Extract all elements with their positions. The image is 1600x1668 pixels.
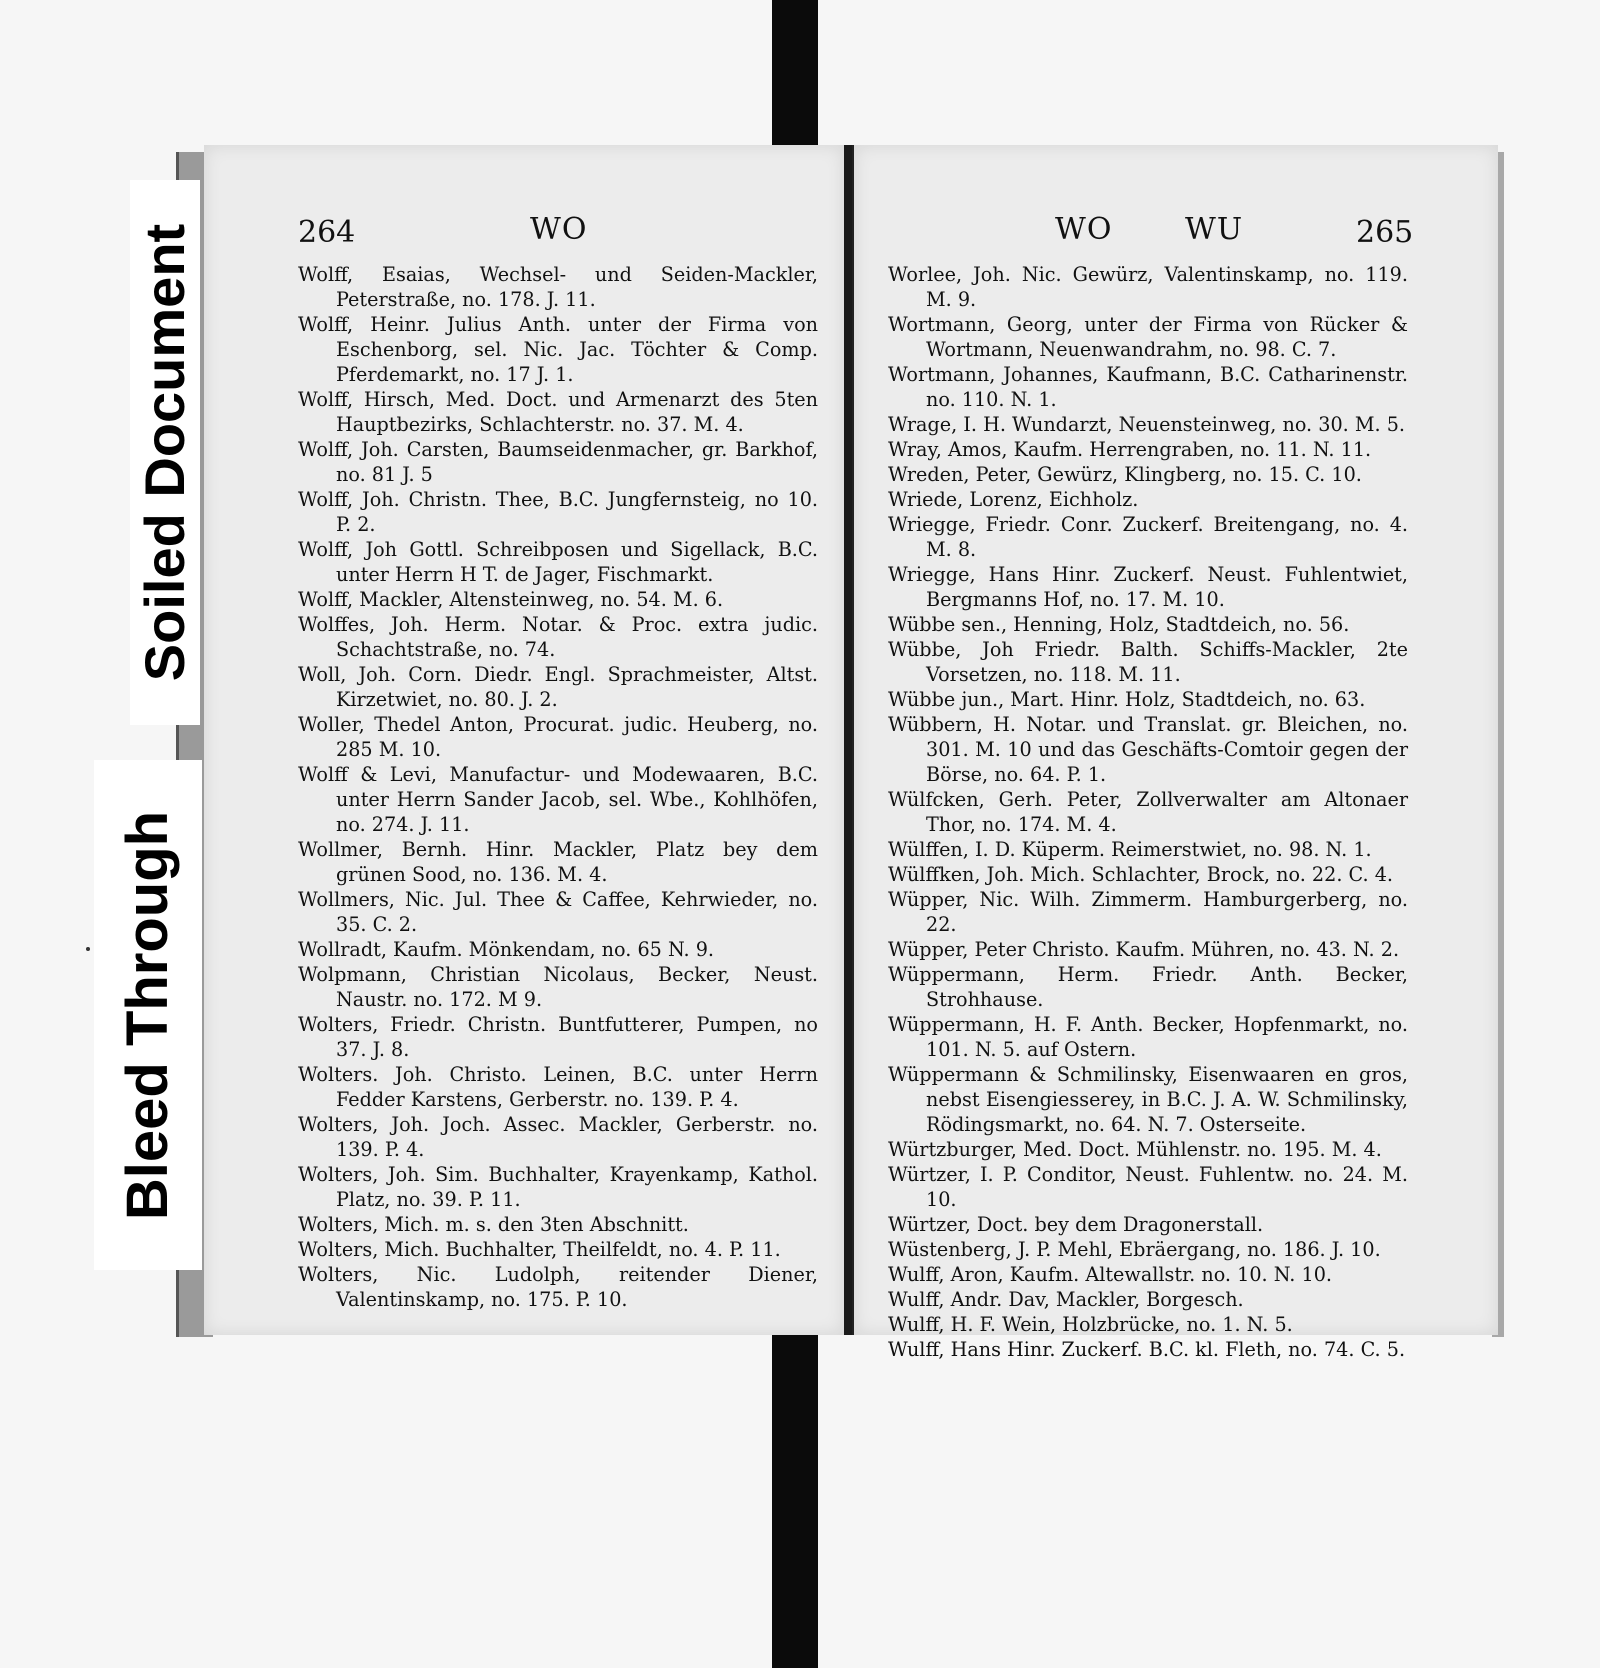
directory-entry: Wolff, Joh. Christn. Thee, B.C. Jungfernsteig, no 10. P. 2.	[298, 488, 818, 536]
directory-entry: Wolff, Mackler, Altensteinweg, no. 54. M. 6.	[298, 588, 724, 611]
directory-entry: Wollmer, Bernh. Hinr. Mackler, Platz bey dem grünen Sood, no. 136. M. 4.	[298, 838, 818, 886]
directory-entry: Wolpmann, Christian Nicolaus, Becker, Neust. Naustr. no. 172. M 9.	[298, 963, 818, 1011]
directory-entry: Wolters, Mich. m. s. den 3ten Abschnitt.	[298, 1213, 689, 1236]
directory-entry: Wübbe sen., Henning, Holz, Stadtdeich, no. 56.	[888, 613, 1350, 636]
directory-entry: Wolters, Joh. Sim. Buchhalter, Krayenkamp, Kathol. Platz, no. 39. P. 11.	[298, 1163, 818, 1211]
directory-entry: Wortmann, Georg, unter der Firma von Rücker & Wortmann, Neuenwandrahm, no. 98. C. 7.	[888, 313, 1408, 361]
directory-entry: Wriede, Lorenz, Eichholz.	[888, 488, 1139, 511]
directory-entry: Wollradt, Kaufm. Mönkendam, no. 65 N. 9.	[298, 938, 715, 961]
directory-entry: Wülffen, I. D. Küperm. Reimerstwiet, no. 98. N. 1.	[888, 838, 1372, 861]
bleed-through-label	[94, 760, 202, 1270]
directory-entry: Wolffes, Joh. Herm. Notar. & Proc. extra judic. Schachtstraße, no. 74.	[298, 613, 818, 661]
right-page-number: 265	[1356, 215, 1414, 250]
left-entry-list	[298, 262, 818, 1312]
directory-entry: Wübbe, Joh Friedr. Balth. Schiffs-Mackler, 2te Vorsetzen, no. 118. M. 11.	[888, 638, 1408, 686]
directory-entry: Wülffken, Joh. Mich. Schlachter, Brock, no. 22. C. 4.	[888, 863, 1394, 886]
directory-entry: Wolters, Nic. Ludolph, reitender Diener, Valentinskamp, no. 175. P. 10.	[298, 1263, 818, 1311]
directory-entry: Wulff, Aron, Kaufm. Altewallstr. no. 10. N. 10.	[888, 1263, 1333, 1286]
directory-entry: Wüstenberg, J. P. Mehl, Ebräergang, no. 186. J. 10.	[888, 1238, 1381, 1261]
directory-entry: Wulff, Hans Hinr. Zuckerf. B.C. kl. Fleth, no. 74. C. 5.	[888, 1338, 1406, 1361]
directory-entry: Worlee, Joh. Nic. Gewürz, Valentinskamp, no. 119. M. 9.	[888, 263, 1408, 311]
directory-entry: Wübbern, H. Notar. und Translat. gr. Bleichen, no. 301. M. 10 und das Geschäfts-Comtoir gegen der Börse, no. 64. P. 1.	[888, 713, 1408, 786]
directory-entry: Wolff, Hirsch, Med. Doct. und Armenarzt des 5ten Hauptbezirks, Schlachterstr. no. 37. M. 4.	[298, 388, 818, 436]
dust-speck	[86, 947, 90, 951]
binding-strip-top	[772, 0, 818, 160]
directory-entry: Wolff, Joh Gottl. Schreibposen und Sigellack, B.C. unter Herrn H T. de Jager, Fischmarkt.	[298, 538, 818, 586]
directory-entry: Wollmers, Nic. Jul. Thee & Caffee, Kehrwieder, no. 35. C. 2.	[298, 888, 818, 936]
right-page-header-wu: WU	[1185, 212, 1244, 247]
directory-entry: Wüppermann, Herm. Friedr. Anth. Becker, Strohhause.	[888, 963, 1408, 1011]
right-page-header-wo: WO	[1055, 212, 1113, 247]
directory-entry: Wolff, Joh. Carsten, Baumseidenmacher, gr. Barkhof, no. 81 J. 5	[298, 438, 818, 486]
directory-entry: Wulff, H. F. Wein, Holzbrücke, no. 1. N. 5.	[888, 1313, 1293, 1336]
directory-entry: Würtzer, I. P. Conditor, Neust. Fuhlentw. no. 24. M. 10.	[888, 1163, 1408, 1211]
directory-entry: Wüpper, Nic. Wilh. Zimmerm. Hamburgerberg, no. 22.	[888, 888, 1408, 936]
directory-entry: Wüppermann & Schmilinsky, Eisenwaaren en gros, nebst Eisengiesserey, in B.C. J. A. W. Schmilinsky, Rödingsmarkt, no. 64. N. 7. Osterseite.	[888, 1063, 1408, 1136]
directory-entry: Wolff, Heinr. Julius Anth. unter der Firma von Eschenborg, sel. Nic. Jac. Töchter & Comp. Pferdemarkt, no. 17 J. 1.	[298, 313, 818, 386]
left-page-header: WO	[530, 212, 588, 247]
directory-entry: Wolters, Mich. Buchhalter, Theilfeldt, no. 4. P. 11.	[298, 1238, 781, 1261]
directory-entry: Wriegge, Friedr. Conr. Zuckerf. Breitengang, no. 4. M. 8.	[888, 513, 1408, 561]
right-entry-list	[888, 262, 1408, 1362]
directory-entry: Wülfcken, Gerh. Peter, Zollverwalter am Altonaer Thor, no. 174. M. 4.	[888, 788, 1408, 836]
book-gutter	[844, 145, 852, 1335]
directory-entry: Wüppermann, H. F. Anth. Becker, Hopfenmarkt, no. 101. N. 5. auf Ostern.	[888, 1013, 1408, 1061]
directory-entry: Wulff, Andr. Dav, Mackler, Borgesch.	[888, 1288, 1244, 1311]
directory-entry: Wrage, I. H. Wundarzt, Neuensteinweg, no. 30. M. 5.	[888, 413, 1406, 436]
directory-entry: Wolters, Joh. Joch. Assec. Mackler, Gerberstr. no. 139. P. 4.	[298, 1113, 818, 1161]
directory-entry: Wolff & Levi, Manufactur- und Modewaaren, B.C. unter Herrn Sander Jacob, sel. Wbe., Kohlhöfen, no. 274. J. 11.	[298, 763, 818, 836]
directory-entry: Woll, Joh. Corn. Diedr. Engl. Sprachmeister, Altst. Kirzetwiet, no. 80. J. 2.	[298, 663, 818, 711]
directory-entry: Wortmann, Johannes, Kaufmann, B.C. Catharinenstr. no. 110. N. 1.	[888, 363, 1408, 411]
directory-entry: Wolters. Joh. Christo. Leinen, B.C. unter Herrn Fedder Karstens, Gerberstr. no. 139. P. 4.	[298, 1063, 818, 1111]
bleed-through-text: Bleed Through	[115, 810, 181, 1220]
left-page-number: 264	[298, 215, 356, 250]
soiled-document-label	[130, 180, 200, 725]
directory-entry: Würtzburger, Med. Doct. Mühlenstr. no. 195. M. 4.	[888, 1138, 1382, 1161]
directory-entry: Wray, Amos, Kaufm. Herrengraben, no. 11. N. 11.	[888, 438, 1372, 461]
directory-entry: Würtzer, Doct. bey dem Dragonerstall.	[888, 1213, 1264, 1236]
directory-entry: Wüpper, Peter Christo. Kaufm. Mühren, no. 43. N. 2.	[888, 938, 1400, 961]
directory-entry: Wolters, Friedr. Christn. Buntfutterer, Pumpen, no 37. J. 8.	[298, 1013, 818, 1061]
directory-entry: Wolff, Esaias, Wechsel- und Seiden-Mackler, Peterstraße, no. 178. J. 11.	[298, 263, 818, 311]
directory-entry: Wübbe jun., Mart. Hinr. Holz, Stadtdeich, no. 63.	[888, 688, 1366, 711]
directory-entry: Wreden, Peter, Gewürz, Klingberg, no. 15. C. 10.	[888, 463, 1362, 486]
binding-strip-bottom	[772, 1328, 818, 1668]
directory-entry: Wriegge, Hans Hinr. Zuckerf. Neust. Fuhlentwiet, Bergmanns Hof, no. 17. M. 10.	[888, 563, 1408, 611]
soiled-document-text: Soiled Document	[133, 223, 197, 682]
directory-entry: Woller, Thedel Anton, Procurat. judic. Heuberg, no. 285 M. 10.	[298, 713, 818, 761]
